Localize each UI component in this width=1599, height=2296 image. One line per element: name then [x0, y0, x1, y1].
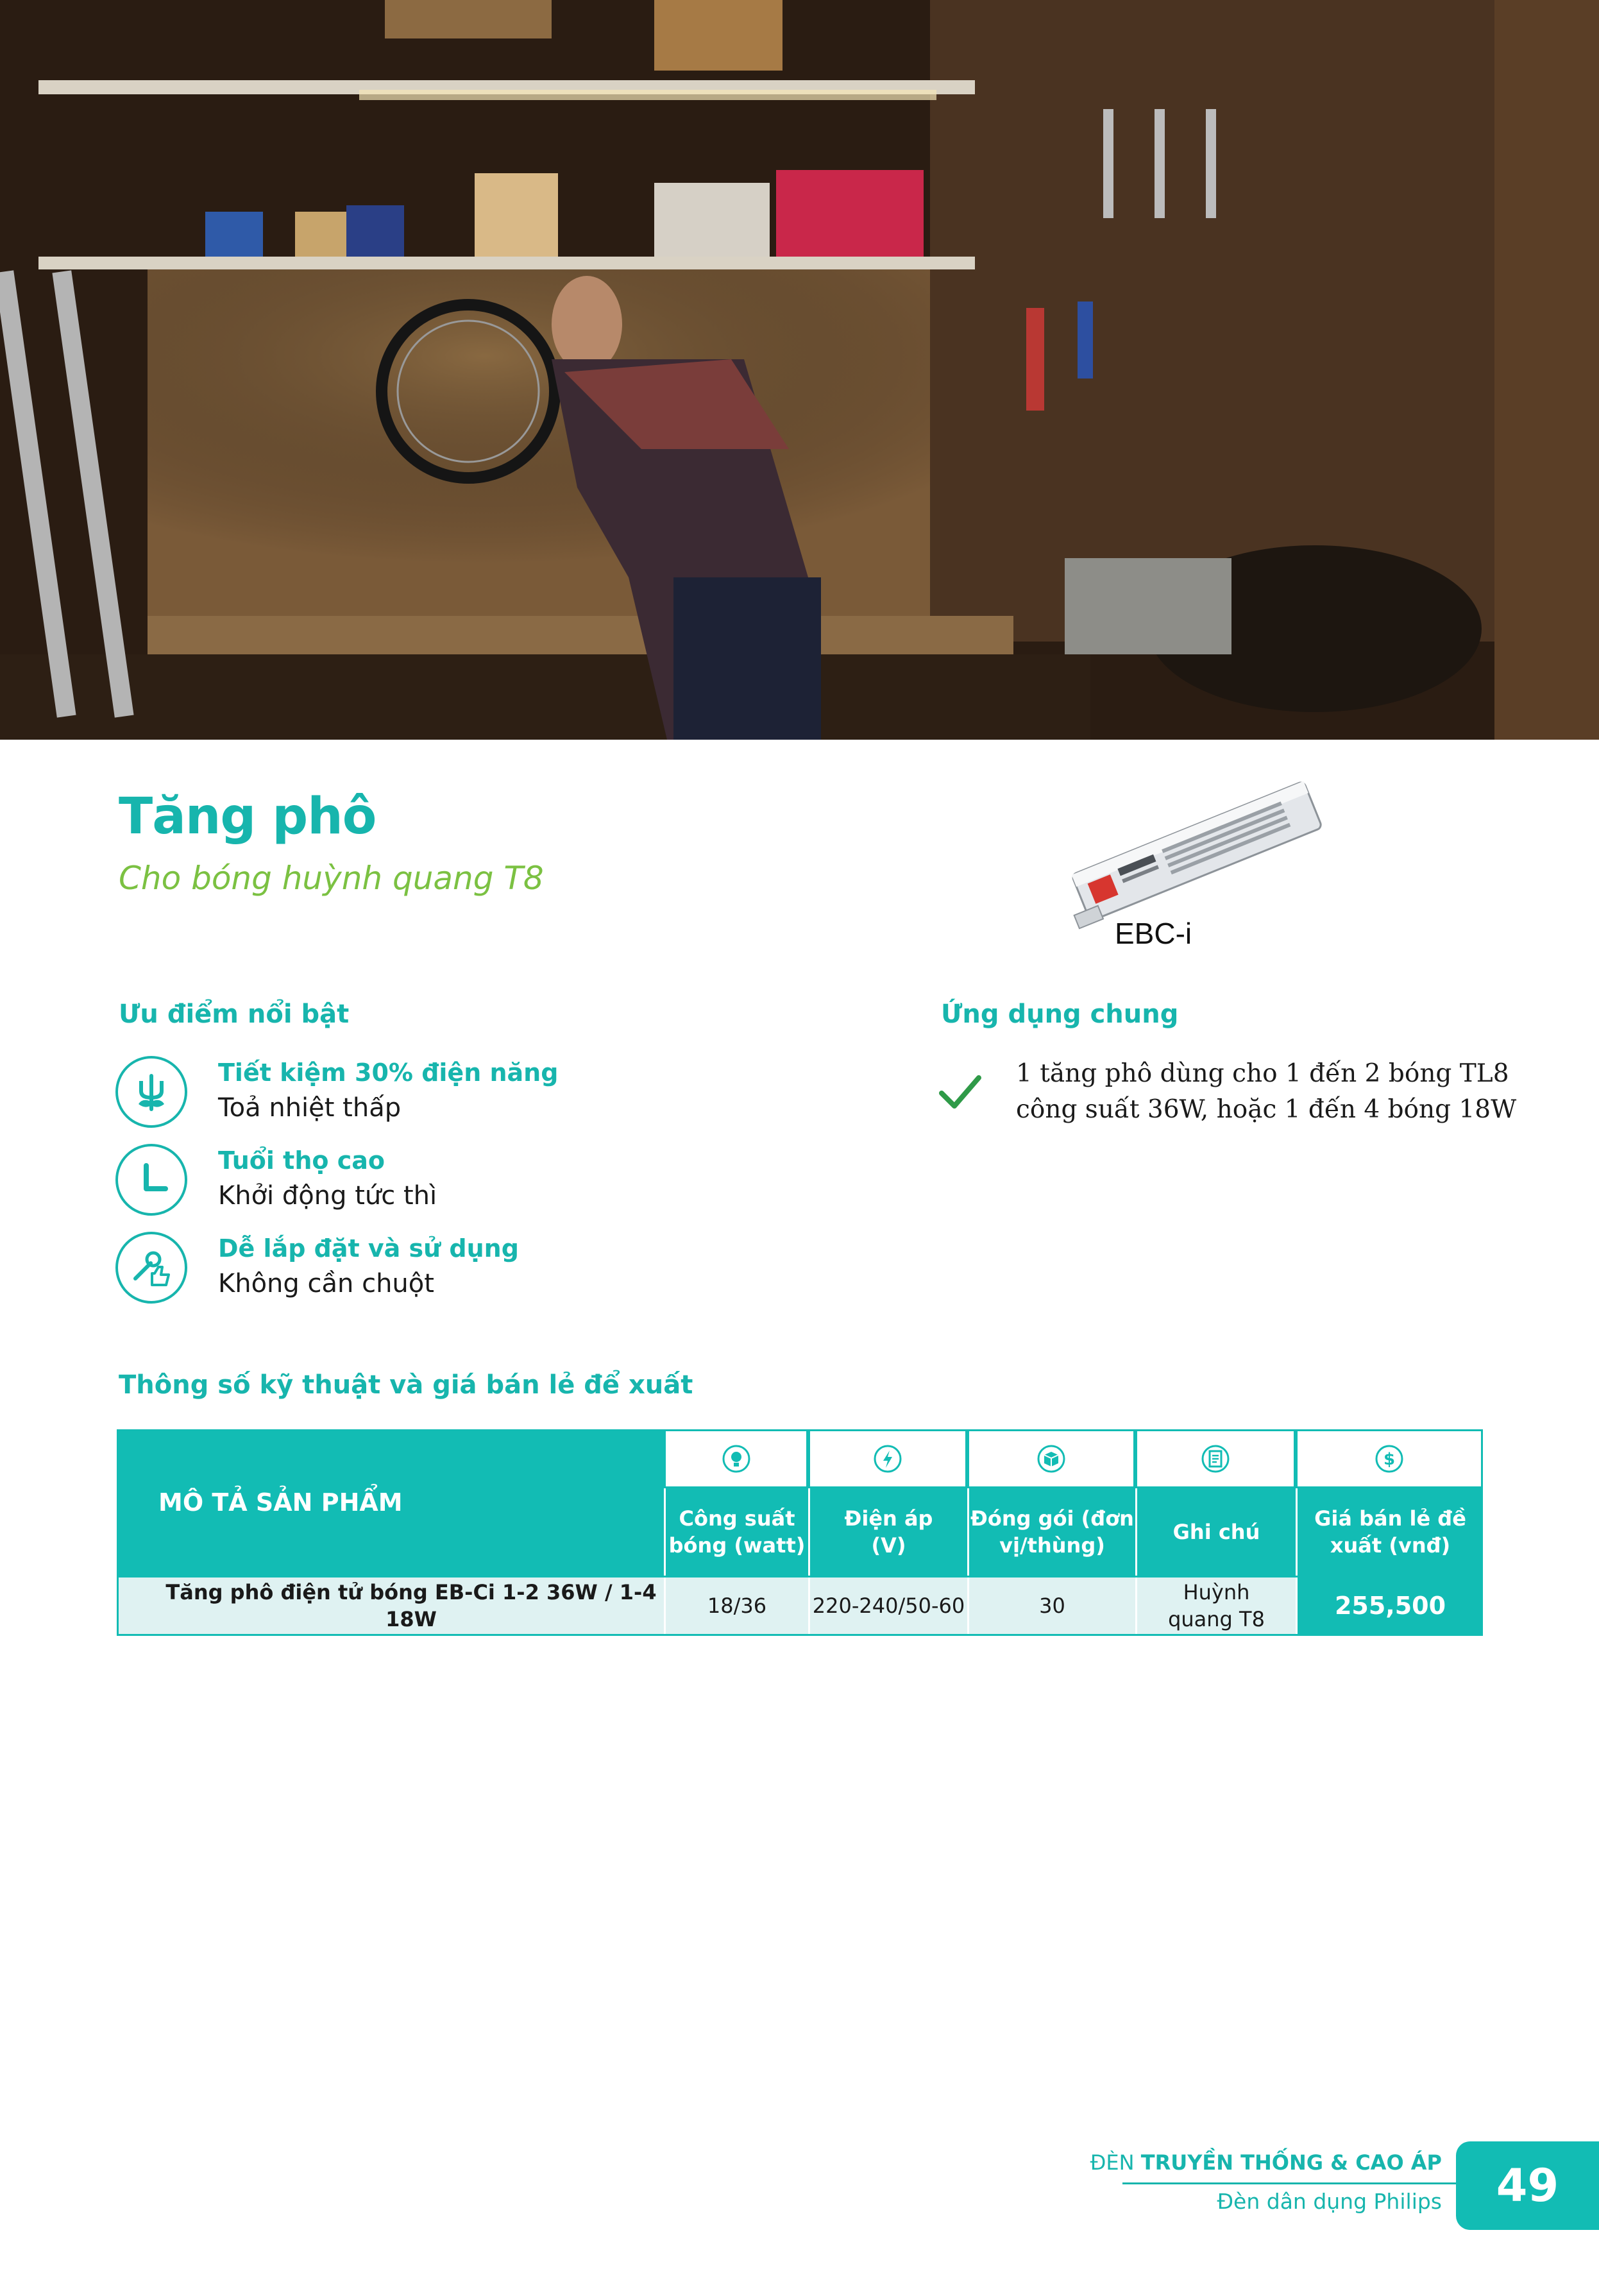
specs-heading: Thông số kỹ thuật và giá bán lẻ để xuất [119, 1370, 693, 1400]
page-title: Tăng phô [119, 788, 376, 846]
spec-table [117, 1429, 1483, 1636]
column-header-power: Công suất bóng (watt) [664, 1488, 808, 1576]
column-header-packing: Đóng gói (đơn vị/thùng) [967, 1488, 1135, 1576]
bulb-icon [664, 1429, 808, 1488]
application-heading: Ứng dụng chung [941, 999, 1179, 1029]
plug-leaf-icon [115, 1056, 187, 1128]
feature-desc: Không cần chuột [218, 1269, 434, 1298]
table-cell-note: Huỳnh quang T8 [1135, 1576, 1296, 1636]
ballast-product-image [1052, 770, 1334, 930]
feature-title: Tiết kiệm 30% điện năng [218, 1059, 559, 1087]
advantages-heading: Ưu điểm nổi bật [119, 999, 350, 1029]
feature-long-life [115, 1144, 821, 1221]
table-header-description: MÔ TẢ SẢN PHẨM [117, 1429, 664, 1576]
feature-energy-saving [115, 1056, 821, 1133]
page-subtitle: Cho bóng huỳnh quang T8 [119, 860, 544, 897]
footer-divider [1122, 2182, 1456, 2184]
product-label: EBC-i [1115, 917, 1192, 950]
page-number: 49 [1456, 2141, 1599, 2230]
footer-subtitle: Đèn dân dụng Philips [1217, 2189, 1442, 2214]
feature-desc: Khởi động tức thì [218, 1181, 437, 1211]
column-header-voltage: Điện áp (V) [808, 1488, 967, 1576]
table-row-description: Tăng phô điện tử bóng EB-Ci 1-2 36W / 1-4 18W [117, 1576, 664, 1636]
table-cell-voltage: 220-240/50-60 [808, 1576, 967, 1636]
svg-text:$: $ [1383, 1450, 1396, 1469]
table-cell-power: 18/36 [664, 1576, 808, 1636]
table-cell-packing: 30 [967, 1576, 1135, 1636]
box-icon [967, 1429, 1135, 1488]
footer-section-bold: TRUYỀN THỐNG & CAO ÁP [1140, 2150, 1442, 2175]
table-cell-price: 255,500 [1296, 1576, 1483, 1636]
application-text: 1 tăng phô dùng cho 1 đến 2 bóng TL8 công suất 36W, hoặc 1 đến 4 bóng 18W [1016, 1059, 1517, 1124]
dollar-icon [1296, 1429, 1483, 1488]
footer-section-title [1090, 2150, 1442, 2175]
checkmark-icon [938, 1073, 983, 1111]
workshop-illustration [0, 0, 1599, 740]
feature-desc: Toả nhiệt thấp [218, 1093, 402, 1123]
note-icon [1135, 1429, 1296, 1488]
column-header-note: Ghi chú [1135, 1488, 1296, 1576]
feature-easy-install [115, 1232, 821, 1309]
feature-title: Tuổi thọ cao [218, 1146, 385, 1175]
column-header-price: Giá bán lẻ đề xuất (vnđ) [1296, 1488, 1483, 1576]
feature-title: Dễ lắp đặt và sử dụng [218, 1234, 519, 1263]
footer-section-prefix: ĐÈN [1090, 2150, 1141, 2175]
lightning-icon [808, 1429, 967, 1488]
tools-thumbs-up-icon [115, 1232, 187, 1304]
clock-icon [115, 1144, 187, 1216]
hero-photo [0, 0, 1599, 740]
